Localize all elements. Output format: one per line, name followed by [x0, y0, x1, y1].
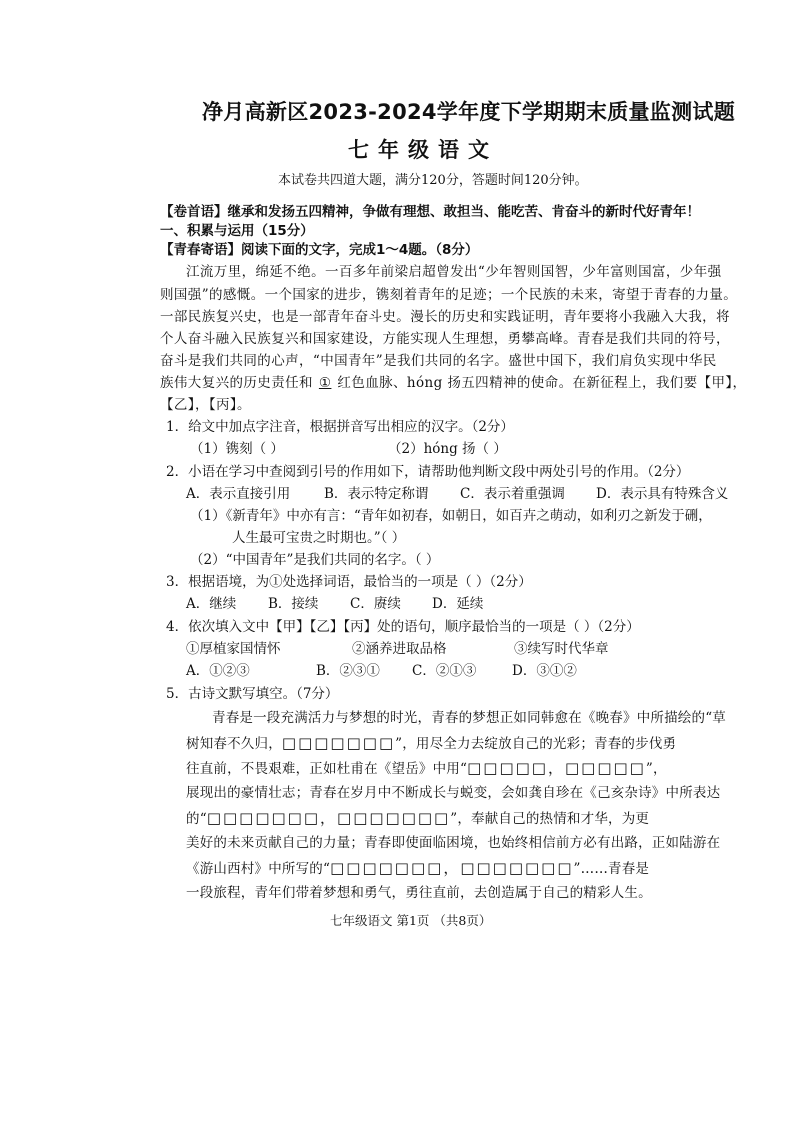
- q2-option-b: B．表示特定称谓: [324, 486, 429, 502]
- question-1: 1．给文中加点字注音，根据拼音写出相应的汉字。（2分）: [166, 419, 514, 435]
- passage-line: 奋斗是我们共同的心声，“中国青年”是我们共同的名字。盛世中国下，我们肩负实现中华民: [160, 353, 717, 369]
- passage-line: 江流万里，绵延不绝。一百多年前梁启超曾发出“少年智则国智，少年富则国富，少年强: [186, 264, 722, 280]
- passage-line: 个人奋斗融入民族复兴和国家建设，方能实现人生理想，勇攀高峰。青春是我们共同的符号，: [160, 331, 730, 347]
- poem-line: [186, 859, 649, 878]
- exam-info: 本试卷共四道大题，满分120分，答题时间120分钟。: [278, 173, 588, 188]
- passage-line: 则国强”的感慨。一个国家的进步，镌刻着青年的足迹；一个民族的未来，寄望于青春的力量。: [160, 287, 738, 303]
- exam-subtitle: 七年级语文: [348, 138, 498, 162]
- answer-blank[interactable]: □□□□□，□□□□□: [467, 759, 646, 777]
- blank-marker-1: ①: [318, 375, 332, 391]
- poem-text: ”，奉献自己的热情和才华，为更: [450, 811, 650, 827]
- q3-option-b: B．接续: [268, 596, 319, 612]
- poem-line: 展现出的豪情壮志；青春在岁月中不断成长与蜕变，会如龚自珍在《己亥杂诗》中所表达: [186, 785, 721, 801]
- poem-line: 青春是一段充满活力与梦想的时光，青春的梦想正如同韩愈在《晚春》中所描绘的“草: [212, 710, 727, 726]
- poem-text: 树知春不久归，: [186, 736, 282, 752]
- poem-line: [186, 809, 649, 828]
- poem-text: ”……青春是: [573, 861, 650, 877]
- answer-blank[interactable]: □□□□□□□，□□□□□□□: [206, 809, 451, 827]
- q4-phrase-2: ②涵养进取品格: [352, 641, 447, 657]
- poem-text: ”，: [645, 761, 667, 777]
- q3-option-a: A．继续: [186, 596, 237, 612]
- q2-sentence-1-cont: 人生最可宝贵之时期也。”（ ）: [232, 530, 406, 546]
- poem-line: 美好的未来贡献自己的力量；青春即使面临困境，也始终相信前方必有出路，正如陆游在: [186, 835, 721, 851]
- passage-line: 【乙】，【丙】。: [160, 397, 251, 413]
- q3-option-d: D．延续: [432, 596, 484, 612]
- passage-line: [160, 374, 746, 392]
- section-heading: 一、积累与运用（15分）: [160, 223, 314, 239]
- q3-option-c: C．赓续: [350, 596, 401, 612]
- poem-text: 《游山西村》中所写的“: [186, 861, 331, 877]
- page-footer: 七年级语文 第1页 （共8页）: [330, 913, 492, 928]
- question-5: 5．古诗文默写填空。（7分）: [166, 686, 339, 702]
- poem-line: [186, 759, 667, 778]
- q2-option-d: D．表示具有特殊含义: [596, 486, 729, 502]
- question-3: 3．根据语境，为①处选择词语，最恰当的一项是（ ）（2分）: [166, 574, 532, 590]
- q4-option-b: B．②③①: [316, 663, 380, 679]
- poem-text: ”，用尽全力去绽放自己的光彩；青春的步伐勇: [395, 736, 677, 752]
- q2-option-c: C．表示着重强调: [460, 486, 565, 502]
- answer-blank[interactable]: □□□□□□□: [281, 734, 396, 752]
- passage-line: 一部民族复兴史，也是一部青年奋斗史。漫长的历史和实践证明，青年要将小我融入大我，将: [160, 309, 730, 325]
- q4-option-c: C．②①③: [412, 663, 477, 679]
- q4-phrase-3: ③续写时代华章: [514, 641, 609, 657]
- passage-intro: 【青春寄语】阅读下面的文字，完成1～4题。（8分）: [160, 242, 479, 258]
- question-2: 2．小语在学习中查阅到引号的作用如下，请帮助他判断文段中两处引号的作用。（2分）: [166, 464, 690, 480]
- passage-text: 族伟大复兴的历史责任和: [160, 375, 313, 391]
- q2-option-a: A．表示直接引用: [186, 486, 291, 502]
- poem-line: [186, 734, 676, 753]
- q1-part-a: （1）镌刻（ ）: [190, 441, 284, 457]
- q4-option-a: A．①②③: [186, 663, 250, 679]
- q4-phrase-1: ①厚植家国情怀: [186, 641, 281, 657]
- poem-line: 一段旅程，青年们带着梦想和勇气，勇往直前，去创造属于自己的精彩人生。: [186, 885, 652, 901]
- passage-text: 红色血脉、hóng 扬五四精神的使命。在新征程上，我们要【甲】，: [337, 375, 747, 391]
- poem-text: 往直前，不畏艰难，正如杜甫在《望岳》中用“: [186, 761, 468, 777]
- q2-sentence-2: （2）“中国青年”是我们共同的名字。（ ）: [190, 552, 440, 568]
- q1-part-b: （2）hóng 扬（ ）: [388, 441, 507, 457]
- q2-sentence-1: （1）《新青年》中亦有言：“青年如初春，如朝日，如百卉之萌动，如利刃之新发于硎，: [190, 508, 712, 524]
- q4-option-d: D．③①②: [512, 663, 577, 679]
- poem-text: 的“: [186, 811, 207, 827]
- preface: 【卷首语】继承和发扬五四精神，争做有理想、敢担当、能吃苦、肯奋斗的新时代好青年！: [160, 204, 700, 220]
- answer-blank[interactable]: □□□□□□□，□□□□□□□: [330, 859, 574, 877]
- exam-title: 净月高新区2023-2024学年度下学期期末质量监测试题: [202, 100, 736, 124]
- question-4: 4．依次填入文中【甲】【乙】【丙】处的语句，顺序最恰当的一项是（ ）（2分）: [166, 619, 640, 635]
